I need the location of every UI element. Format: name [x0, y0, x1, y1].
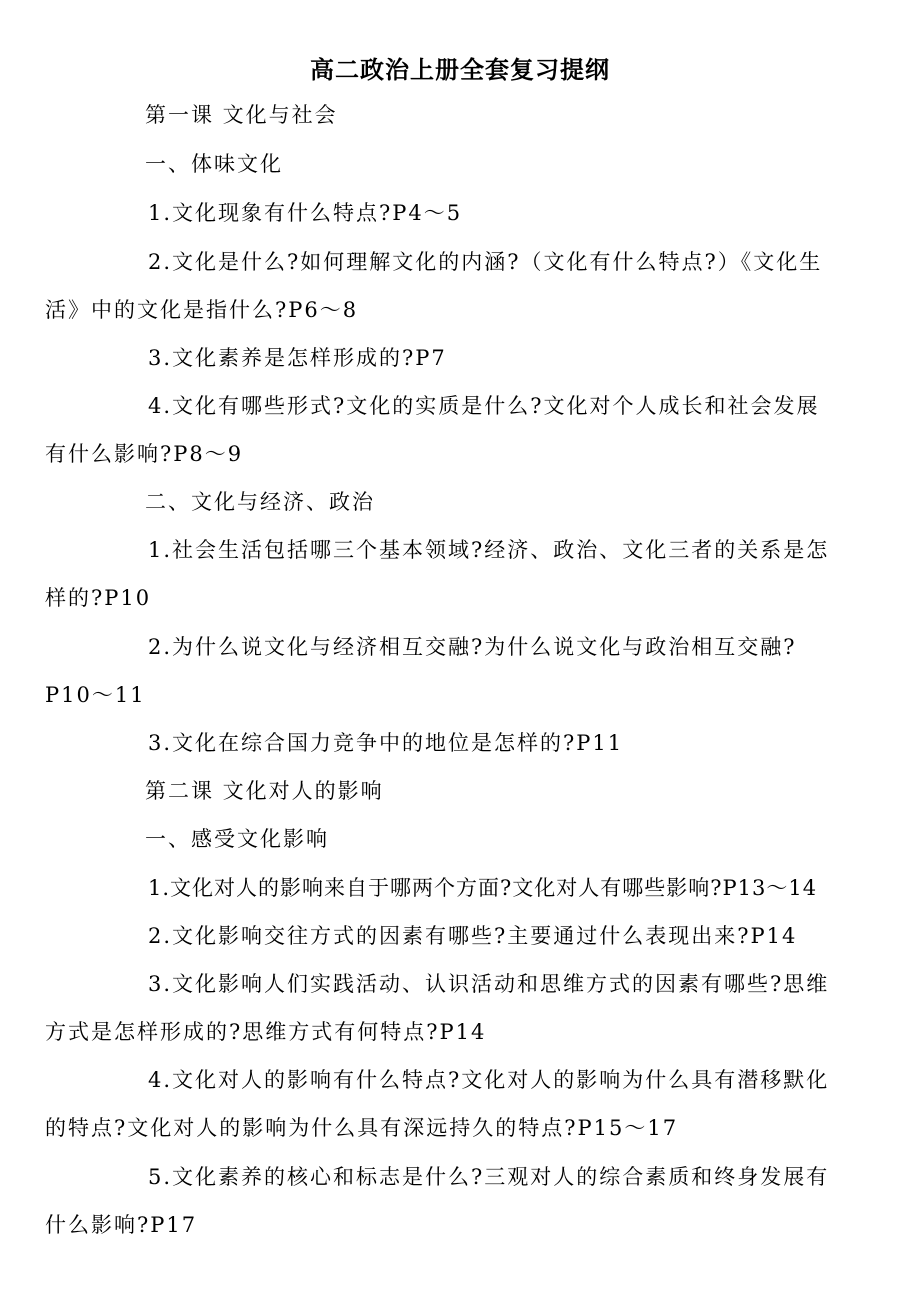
question-line: 5.文化素养的核心和标志是什么?三观对人的综合素质和终身发展有	[148, 1165, 830, 1189]
question-line: 1.文化现象有什么特点?P4～5	[148, 201, 463, 225]
section-heading: 一、感受文化影响	[145, 827, 329, 851]
question-line: 4.文化有哪些形式?文化的实质是什么?文化对个人成长和社会发展	[148, 394, 820, 418]
question-line: 2.为什么说文化与经济相互交融?为什么说文化与政治相互交融?	[148, 635, 797, 659]
question-line: 1.社会生活包括哪三个基本领域?经济、政治、文化三者的关系是怎	[148, 538, 830, 562]
question-line: 4.文化对人的影响有什么特点?文化对人的影响为什么具有潜移默化	[148, 1068, 830, 1092]
question-line-continuation: P10～11	[45, 683, 146, 707]
section-heading: 二、文化与经济、政治	[145, 490, 375, 514]
question-line-continuation: 样的?P10	[45, 586, 152, 610]
lesson-heading: 第二课 文化对人的影响	[145, 779, 384, 803]
question-line-continuation: 的特点?文化对人的影响为什么具有深远持久的特点?P15～17	[45, 1116, 679, 1140]
question-line: 1.文化对人的影响来自于哪两个方面?文化对人有哪些影响?P13～14	[148, 876, 818, 900]
question-line: 3.文化在综合国力竞争中的地位是怎样的?P11	[148, 731, 624, 755]
question-line: 2.文化影响交往方式的因素有哪些?主要通过什么表现出来?P14	[148, 924, 798, 948]
question-line-continuation: 有什么影响?P8～9	[45, 442, 244, 466]
document-title: 高二政治上册全套复习提纲	[310, 56, 610, 84]
question-line-continuation: 活》中的文化是指什么?P6～8	[45, 298, 359, 322]
section-heading: 一、体味文化	[145, 152, 283, 176]
question-line: 3.文化素养是怎样形成的?P7	[148, 346, 447, 370]
question-line: 2.文化是什么?如何理解文化的内涵?（文化有什么特点?）《文化生	[148, 250, 823, 274]
lesson-heading: 第一课 文化与社会	[145, 103, 338, 127]
question-line: 3.文化影响人们实践活动、认识活动和思维方式的因素有哪些?思维	[148, 972, 830, 996]
question-line-continuation: 什么影响?P17	[45, 1213, 198, 1237]
question-line-continuation: 方式是怎样形成的?思维方式有何特点?P14	[45, 1020, 487, 1044]
